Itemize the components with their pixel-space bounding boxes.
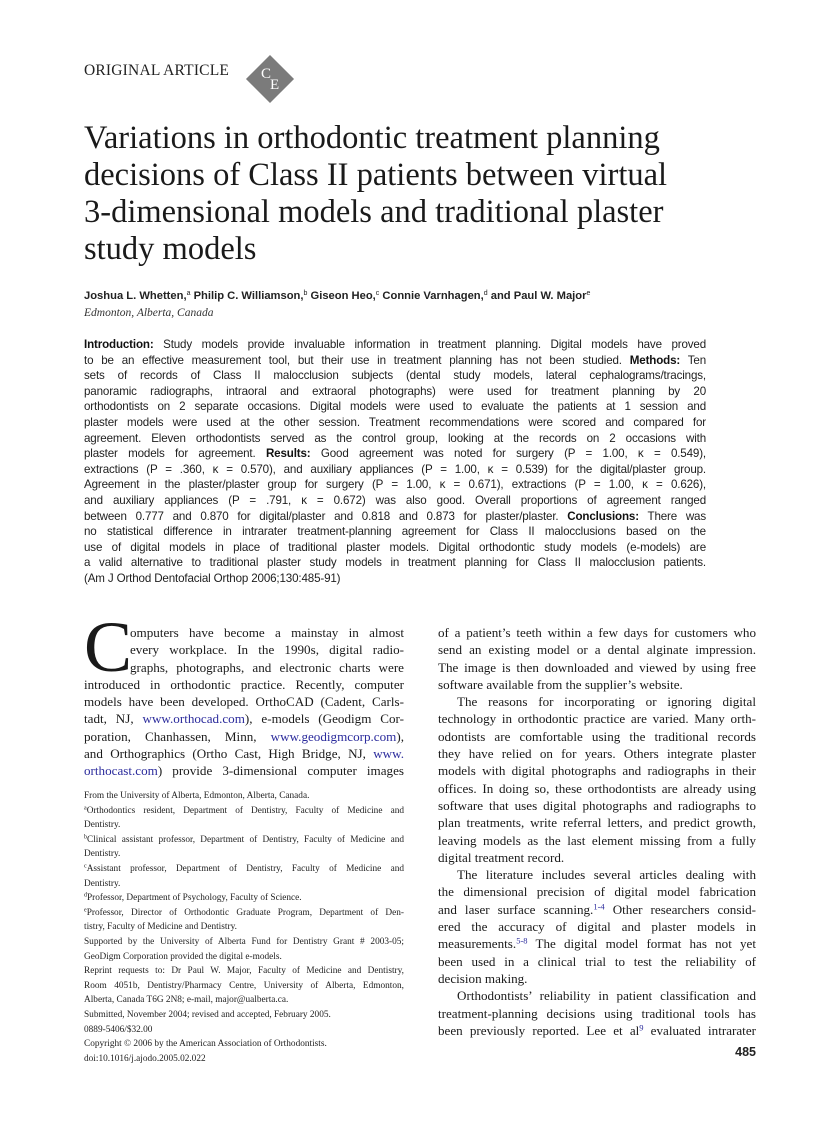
article-type-label: ORIGINAL ARTICLE: [84, 62, 230, 79]
text: use of digital models in place of traditional plaster models. Digital orthodontic study models (e-models) are: [84, 540, 706, 554]
section-label: Introduction:: [84, 338, 154, 351]
text: every workplace. In the 1990s, digital radio-: [130, 642, 404, 658]
text: The digital model format has not yet: [527, 936, 756, 952]
author-name: Connie Varnhagen,: [382, 290, 484, 302]
paragraph: [84, 935, 404, 964]
text: agreement. Eleven orthodontists served as the control group, looking at the records on 2 occasions with: [84, 431, 706, 445]
text-line: [84, 446, 706, 462]
text: The reasons for incorporating or ignoring digital: [457, 694, 756, 710]
footnotes: [84, 789, 404, 1066]
text-line: [438, 970, 756, 987]
text-line: [438, 901, 756, 918]
paragraph: [84, 337, 706, 587]
text-line: [438, 710, 756, 727]
affiliation-marker: c: [375, 290, 380, 298]
paragraph: [84, 1037, 404, 1052]
affiliation-marker: d: [483, 290, 488, 298]
text: extractions (P = .360, κ = 0.570), and auxiliary appliances (P = 1.00, κ = 0.539) for the digital/plaster group.: [84, 462, 706, 476]
citation-link[interactable]: 9: [639, 1022, 644, 1033]
text-line: [84, 950, 404, 965]
text-line: [84, 1052, 404, 1067]
text: technology in orthodontic practice are varied. Many orth-: [438, 711, 756, 727]
text-line: [438, 762, 756, 779]
ce-badge-e: E: [270, 77, 280, 93]
url-link[interactable]: www.geodigmcorp.com: [270, 728, 397, 744]
affiliation-marker: c: [84, 863, 87, 870]
text: Orthodontics resident, Department of Dentistry, Faculty of Medicine and: [86, 805, 404, 816]
text-line: [84, 804, 404, 819]
text: been used in a clinical trial to test the reliability of: [438, 953, 756, 969]
text: digital treatment record.: [438, 849, 565, 865]
paragraph: [84, 1023, 404, 1038]
text-line: [84, 710, 404, 727]
text: There was: [638, 509, 707, 523]
text: doi:10.1016/j.ajodo.2005.02.022: [84, 1053, 206, 1064]
text: Orthodontists’ reliability in patient classification and: [457, 988, 756, 1004]
text-line: [84, 555, 706, 571]
text-line: [84, 659, 404, 676]
title-line: study models: [84, 231, 257, 267]
paragraph: [84, 1052, 404, 1067]
text-line: [438, 832, 756, 849]
url-link[interactable]: www.: [373, 746, 404, 762]
text: introduced in orthodontic practice. Recently, computer: [84, 676, 404, 692]
text: ), e-models (Geodigm Cor-: [244, 711, 405, 727]
affiliation-marker: d: [84, 892, 88, 899]
text-line: [438, 987, 756, 1004]
text: send an existing model or a dental alginate impression.: [438, 642, 756, 658]
text-line: [84, 368, 706, 384]
text-line: [438, 918, 756, 935]
text-line: [84, 524, 706, 540]
affiliation-marker: e: [586, 290, 591, 298]
text-line: [438, 728, 756, 745]
section-label: Results:: [265, 447, 311, 461]
title-line: decisions of Class II patients between virtual: [84, 157, 668, 193]
url-link[interactable]: www.orthocad.com: [142, 711, 245, 727]
text: evaluated intrarater: [643, 1022, 756, 1038]
paragraph: [84, 906, 404, 935]
text-line: [438, 659, 756, 676]
text: tistry, Faculty of Medicine and Dentistry.: [84, 922, 237, 933]
ce-badge-c: C: [261, 66, 272, 82]
text-line: [438, 866, 756, 883]
text-line: [84, 509, 706, 525]
text-line: [438, 935, 756, 952]
affiliation-marker: a: [84, 805, 87, 812]
author-name: Giseon Heo,: [310, 290, 376, 302]
text: Professor, Department of Psychology, Faculty of Science.: [87, 893, 302, 904]
text-line: [84, 399, 706, 415]
text: Copyright © 2006 by the American Association of Orthodontists.: [84, 1039, 327, 1050]
text-line: [438, 693, 756, 710]
text-line: [84, 431, 706, 447]
paragraph: [84, 1008, 404, 1023]
paragraph: [438, 987, 756, 1039]
text: Other researchers consid-: [604, 901, 756, 917]
citation-link[interactable]: 1-4: [593, 901, 605, 912]
text: Dentistry.: [84, 849, 121, 860]
text: Submitted, November 2004; revised and accepted, February 2005.: [84, 1009, 331, 1020]
text-line: [438, 780, 756, 797]
continuing-education-badge: [253, 62, 289, 98]
text-line: [84, 818, 404, 833]
page-number: 485: [735, 1045, 756, 1059]
text-line: [438, 953, 756, 970]
title-line: 3-dimensional models and traditional plaster: [84, 194, 664, 230]
text-line: [84, 337, 706, 353]
author-list: [84, 290, 590, 302]
paragraph: [438, 866, 756, 987]
text: decision making.: [438, 970, 528, 986]
section-label: Methods:: [629, 353, 681, 367]
text: From the University of Alberta, Edmonton, Alberta, Canada.: [84, 791, 310, 801]
text: 0889-5406/$32.00: [84, 1024, 153, 1035]
text: plan treatments, write referral letters, and predict growth,: [438, 815, 756, 831]
text: and Orthographics (Ortho Cast, High Bridge, NJ,: [84, 746, 374, 762]
author-name: and Paul W. Major: [490, 290, 587, 302]
text: Good agreement was noted for surgery (P = 1.00, κ = 0.549),: [310, 447, 706, 461]
text: The literature includes several articles dealing with: [457, 867, 756, 883]
text: plaster models were used at the other session. Treatment recommendations were scored and compared for: [84, 415, 706, 429]
text-line: [84, 935, 404, 950]
text-line: [438, 797, 756, 814]
text-line: [84, 920, 404, 935]
author-name: Philip C. Williamson,: [193, 290, 304, 302]
author-name: Joshua L. Whetten,: [84, 290, 187, 302]
affiliation-marker: b: [84, 834, 88, 841]
text-line: [84, 745, 404, 762]
text: Assistant professor, Department of Dentistry, Faculty of Medicine and: [86, 863, 404, 874]
affiliation-marker: e: [84, 907, 87, 914]
citation-link[interactable]: 5-8: [516, 935, 528, 946]
text: plaster models for agreement.: [84, 447, 266, 461]
text-line: [84, 906, 404, 921]
text-line: [84, 353, 706, 369]
text: leaving models as the last element missing from a fully: [438, 832, 756, 848]
text: omputers have become a mainstay in almost: [130, 625, 404, 640]
text: Room 4051b, Dentistry/Pharmacy Centre, University of Alberta, Edmonton,: [84, 980, 404, 991]
text: offices. In doing so, these orthodontists are already using: [438, 780, 756, 796]
text-line: [438, 641, 756, 658]
text: Dentistry.: [84, 820, 121, 831]
text-line: [84, 641, 404, 658]
text-line: [438, 849, 756, 866]
text: ),: [396, 728, 404, 744]
text-line: [84, 891, 404, 906]
paragraph: [84, 964, 404, 1008]
text: GeoDigm Corporation provided the digital e-models.: [84, 951, 282, 962]
text-line: [84, 789, 404, 804]
text: Professor, Director of Orthodontic Graduate Program, Department of Den-: [86, 907, 404, 918]
text: models have been developed. OrthoCAD (Cadent, Carls-: [84, 694, 404, 710]
text-line: [84, 728, 404, 745]
text: to be an effective measurement tool, but their use in treatment planning has not been studied.: [84, 353, 630, 367]
text-line: [438, 1022, 756, 1039]
affiliation-marker: a: [186, 290, 191, 298]
text: tadt, NJ,: [84, 711, 143, 727]
text: Ten: [680, 353, 706, 367]
text: panoramic radiographs, intraoral and extraoral photographs) were used for treatment planning by 20: [84, 384, 706, 398]
text-line: [84, 993, 404, 1008]
text: Clinical assistant professor, Department of Dentistry, Faculty of Medicine and: [87, 834, 404, 845]
text: of a patient’s teeth within a few days for customers who: [438, 625, 756, 640]
drop-cap: C: [84, 607, 133, 687]
text-line: [438, 814, 756, 831]
url-link[interactable]: orthocast.com: [84, 763, 158, 779]
affiliation-marker: b: [303, 290, 308, 298]
paragraph: [84, 624, 404, 780]
abstract: [84, 337, 706, 587]
body-left-column: [84, 624, 404, 780]
paragraph: [438, 693, 756, 866]
text: Agreement in the plaster/plaster group for surgery (P = 1.00, κ = 0.671), extractions (P = 1.00, κ = 0.626),: [84, 478, 706, 492]
text: a valid alternative to traditional plaster study models in treatment planning for Class II malocclusion patients.: [84, 556, 706, 570]
text: models with digital photographs and radiographs in their: [438, 763, 756, 779]
text: Supported by the University of Alberta Fund for Dentistry Grant # 2003-05;: [84, 936, 404, 947]
text-line: [84, 693, 404, 710]
text-line: [438, 1005, 756, 1022]
text: the dimensional precision of digital model fabrication: [438, 884, 756, 900]
text: been previously reported. Lee et al: [438, 1022, 640, 1038]
text: between 0.777 and 0.870 for digital/plaster and 0.818 and 0.873 for plaster/plaster.: [84, 509, 568, 523]
text-line: [84, 676, 404, 693]
paragraph: [84, 789, 404, 804]
text: no statistical difference in intrarater treatment-planning agreement for Class II malocclusions based on the: [84, 525, 706, 539]
text-line: [84, 477, 706, 493]
section-label: Conclusions:: [567, 509, 639, 523]
text-line: [84, 862, 404, 877]
text-line: [84, 833, 404, 848]
text-line: [438, 624, 756, 641]
paragraph: [438, 624, 756, 693]
text-line: [84, 540, 706, 556]
author-location: Edmonton, Alberta, Canada: [84, 307, 214, 319]
paragraph: [84, 804, 404, 833]
paragraph: [84, 833, 404, 862]
text: graphs, photographs, and electronic charts were: [130, 659, 404, 675]
text-line: [84, 624, 404, 641]
text-line: [84, 415, 706, 431]
text-line: [84, 571, 706, 587]
text: Reprint requests to: Dr Paul W. Major, Faculty of Medicine and Dentistry,: [84, 966, 404, 977]
text: Alberta, Canada T6G 2N8; e-mail, major@ualberta.ca.: [84, 995, 289, 1006]
text: they have relied on for years. Others integrate plaster: [438, 746, 756, 762]
text: sets of records of Class II malocclusion subjects (dental study models, lateral cephalograms/tracings,: [84, 369, 706, 383]
paragraph: [84, 891, 404, 906]
text: ered the accuracy of digital and plaster models in: [438, 919, 756, 935]
text: measurements.: [438, 936, 517, 952]
text: The image is then downloaded and viewed by using free: [438, 659, 756, 675]
text-line: [84, 762, 404, 779]
text-line: [84, 493, 706, 509]
body-right-column: [438, 624, 756, 1039]
text-line: [84, 1037, 404, 1052]
title-line: Variations in orthodontic treatment planning: [84, 120, 660, 156]
text-line: [438, 883, 756, 900]
text: treatment-planning decisions using traditional tools has: [438, 1005, 756, 1021]
text: poration, Chanhassen, Minn,: [84, 728, 271, 744]
paragraph: [84, 862, 404, 891]
text: odontists are comfortable using the traditional records: [438, 728, 756, 744]
text-line: [84, 1008, 404, 1023]
text: software available from the supplier’s website.: [438, 676, 683, 692]
text-line: [84, 847, 404, 862]
text-line: [84, 964, 404, 979]
text-line: [84, 877, 404, 892]
text: Study models provide invaluable information in treatment planning. Digital models have proved: [153, 338, 706, 351]
text: (Am J Orthod Dentofacial Orthop 2006;130:485-91): [84, 571, 341, 585]
text: and laser surface scanning.: [438, 901, 594, 917]
text: ) provide 3-dimensional computer images: [157, 763, 404, 779]
text-line: [84, 979, 404, 994]
text-line: [438, 676, 756, 693]
text: software that uses digital photographs and radiographs to: [438, 797, 756, 813]
text: Dentistry.: [84, 878, 121, 889]
text-line: [84, 384, 706, 400]
text-line: [84, 1023, 404, 1038]
text: and auxiliary appliances (P = .791, κ = 0.672) was also good. Overall proportions of agreement ranged: [84, 493, 706, 507]
text-line: [84, 462, 706, 478]
text: orthodontists on 2 separate occasions. Digital models were used to evaluate the patients at 1 session and: [84, 400, 706, 414]
text-line: [438, 745, 756, 762]
article-title: [84, 120, 734, 268]
